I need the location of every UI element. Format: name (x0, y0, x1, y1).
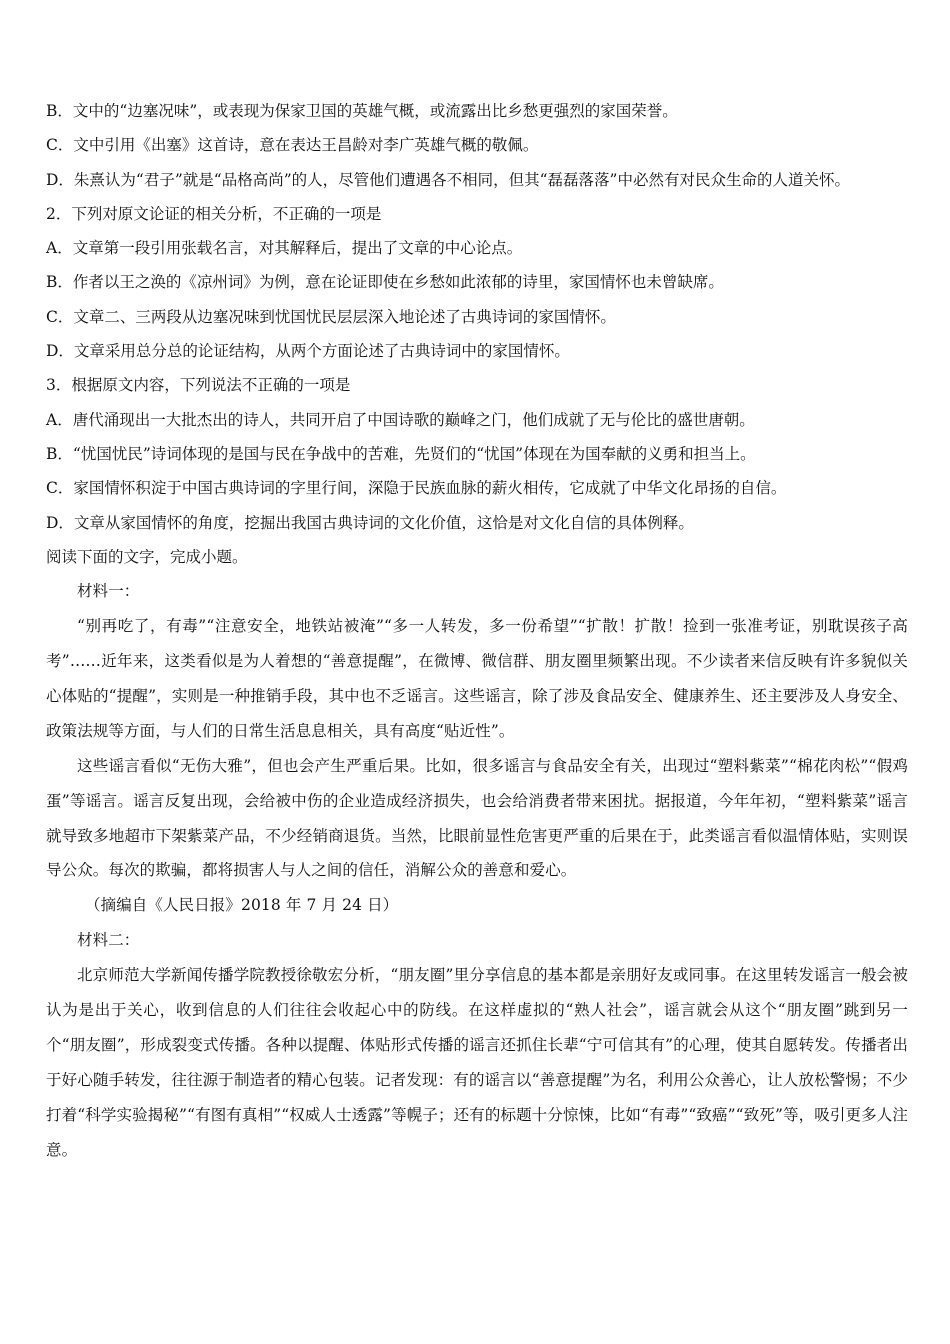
q1-option-b: B．文中的“边塞况味”，或表现为保家卫国的英雄气概，或流露出比乡愁更强烈的家国荣誉。 (46, 102, 678, 120)
reading-instruction: 阅读下面的文字，完成小题。 (46, 547, 248, 566)
material2-paragraph-1: 北京师范大学新闻传播学院教授徐敬宏分析，“朋友圈”里分享信息的基本都是亲朋好友或同事。在这里转发谣言一般会被认为是出于关心，收到信息的人们往往会收起心中的防线。在这样虚拟的“熟人社会”，谣言就会从这个“朋友圈”跳到另一个“朋友圈”，形成裂变式传播。各种以提醒、体贴形式传播的谣言还抓住长辈“宁可信其有”的心理，使其自愿转发。传播者出于好心随手转发，往往源于制造者的精心包装。记者发现：有的谣言以“善意提醒”为名，利用公众善心，让人放松警惕；不少打着“科学实验揭秘”“有图有真相”“权威人士透露”等幌子；还有的标题十分惊悚，比如“有毒”“致癌”“致死”等，吸引更多人注意。 (46, 966, 908, 1159)
q3-option-d: D．文章从家国情怀的角度，挖掘出我国古典诗词的文化价值，这恰是对文化自信的具体例释。 (46, 513, 694, 532)
q3-stem: 3．根据原文内容，下列说法不正确的一项是 (46, 376, 351, 395)
q1-option-c: C．文中引用《出塞》这首诗，意在表达王昌龄对李广英雄气概的敬佩。 (46, 136, 539, 155)
material1-label: 材料一： (77, 582, 140, 601)
q3-option-a: A．唐代涌现出一大批杰出的诗人，共同开启了中国诗歌的巅峰之门，他们成就了无与伦比的盛世唐朝。 (46, 410, 755, 429)
q2-option-d: D．文章采用总分总的论证结构，从两个方面论述了古典诗词中的家国情怀。 (46, 342, 570, 361)
q3-option-c: C．家国情怀积淀于中国古典诗词的字里行间，深隐于民族血脉的薪火相传，它成就了中华文化昂扬的自信。 (46, 479, 787, 498)
q2-option-b: B．作者以王之涣的《凉州词》为例，意在论证即使在乡愁如此浓郁的诗里，家国情怀也未曾缺席。 (46, 273, 724, 292)
material1-source: （摘编自《人民日报》2018 年 7 月 24 日） (85, 896, 399, 915)
exam-page (46, 94, 908, 1168)
q2-option-a: A．文章第一段引用张载名言，对其解释后，提出了文章的中心论点。 (46, 239, 523, 258)
material1-paragraph-1: “别再吃了，有毒”“注意安全，地铁站被淹”“多一人转发，多一份希望”“扩散！扩散！捡到一张准考证，别耽误孩子高考”……近年来，这类看似是为人着想的“善意提醒”，在微博、微信群、朋友圈里频繁出现。不少读者来信反映有许多貌似关心体贴的“提醒”，实则是一种推销手段，其中也不乏谣言。这些谣言，除了涉及食品安全、健康养生、还主要涉及人身安全、政策法规等方面，与人们的日常生活息息相关，具有高度“贴近性”。 (46, 617, 908, 740)
q2-option-c: C．文章二、三两段从边塞况味到忧国忧民层层深入地论述了古典诗词的家国情怀。 (46, 307, 616, 326)
q3-option-b: B．“忧国忧民”诗词体现的是国与民在争战中的苦难，先贤们的“忧国”体现在为国奉献的义勇和担当上。 (46, 444, 756, 463)
material1-paragraph-2: 这些谣言看似“无伤大雅”，但也会产生严重后果。比如，很多谣言与食品安全有关，出现过“塑料紫菜”“棉花肉松”“假鸡蛋”等谣言。谣言反复出现，会给被中伤的企业造成经济损失，也会给消费者带来困扰。据报道，今年年初，“塑料紫菜”谣言就导致多地超市下架紫菜产品，不少经销商退货。当然，比眼前显性危害更严重的后果在于，此类谣言看似温情体贴，实则误导公众。每次的欺骗，都将损害人与人之间的信任，消解公众的善意和爱心。 (46, 756, 908, 880)
q2-stem: 2．下列对原文论证的相关分析，不正确的一项是 (46, 204, 382, 223)
q1-option-d: D．朱熹认为“君子”就是“品格高尚”的人，尽管他们遭遇各不相同，但其“磊磊落落”中必然有对民众生命的人道关怀。 (46, 170, 850, 189)
material2-label: 材料二： (77, 931, 140, 950)
